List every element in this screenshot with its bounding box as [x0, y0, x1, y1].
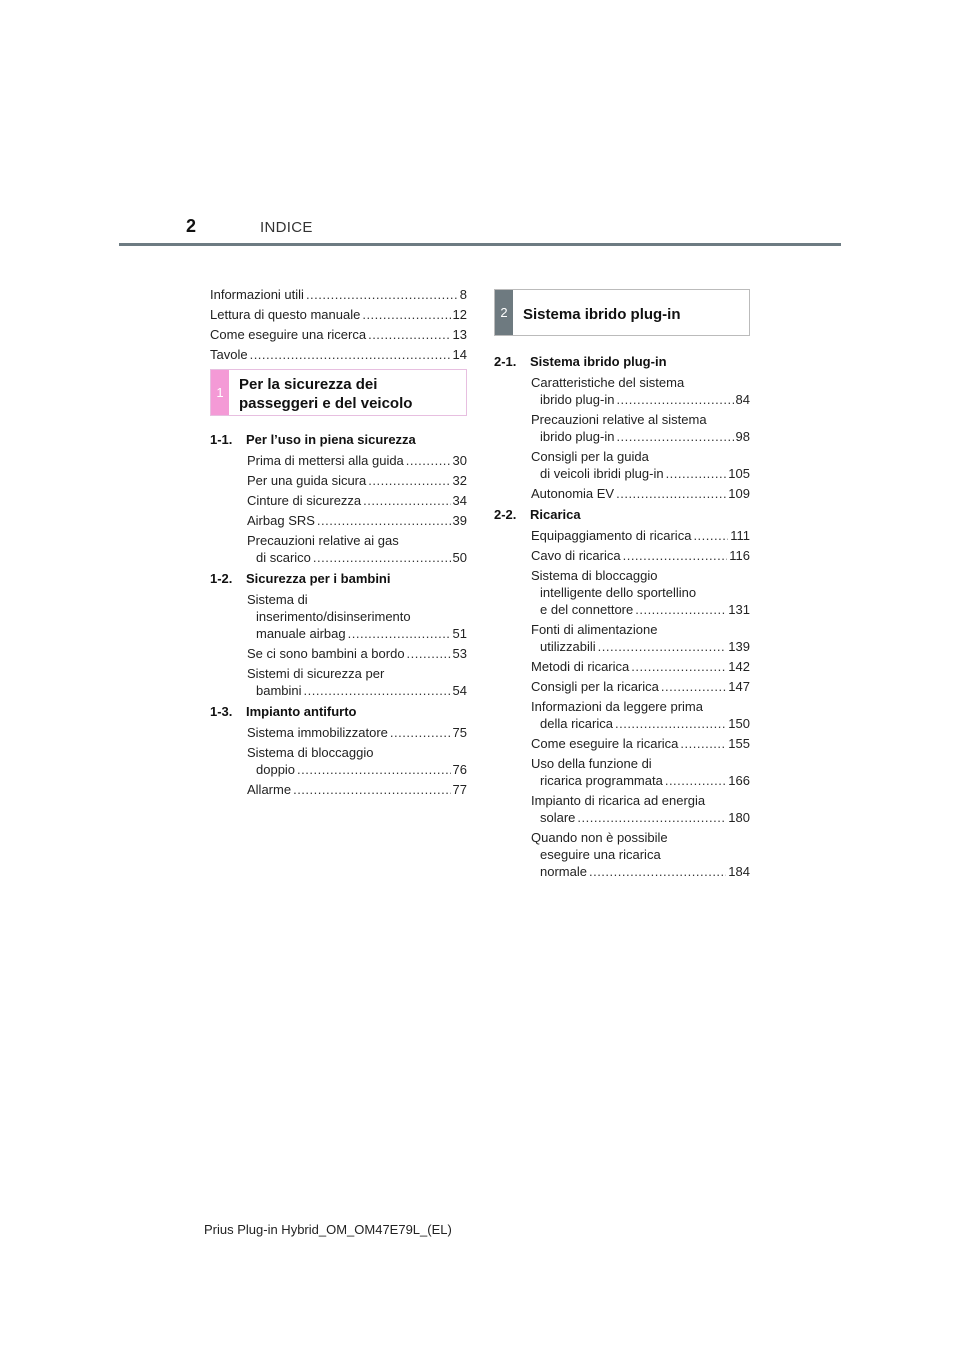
- toc-entry[interactable]: [531, 411, 750, 445]
- entry-page: 30: [452, 453, 467, 468]
- entry-last-line[interactable]: [540, 428, 750, 445]
- entry-title-line: Sistema di: [247, 592, 308, 607]
- entry-page: 75: [452, 725, 467, 740]
- dot-leader: [616, 485, 726, 502]
- entry-title-line: Fonti di alimentazione: [531, 622, 658, 637]
- page-title: INDICE: [260, 219, 313, 236]
- header-rule: [119, 243, 841, 246]
- chapter-number: 1-2.: [210, 571, 233, 586]
- dot-leader: [368, 326, 450, 343]
- toc-entry[interactable]: [247, 472, 467, 489]
- dot-leader: [616, 428, 733, 445]
- entry-title: Se ci sono bambini a bordo: [247, 646, 405, 661]
- entry-title: di scarico: [256, 550, 311, 565]
- entry-title: e del connettore: [540, 602, 634, 617]
- section-1-title: Per la sicurezza dei passeggeri e del veicolo: [239, 376, 413, 412]
- entry-last-line[interactable]: [540, 772, 750, 789]
- entry-page: 51: [452, 626, 467, 641]
- entry-title-line: Impianto di ricarica ad energia: [531, 793, 706, 808]
- dot-leader: [666, 465, 727, 482]
- dot-leader: [348, 625, 451, 642]
- toc-entry[interactable]: [531, 621, 750, 655]
- entry-page: 105: [728, 466, 750, 481]
- entry-last-line[interactable]: [256, 625, 467, 642]
- entry-title: bambini: [256, 683, 302, 698]
- dot-leader: [293, 781, 450, 798]
- entry-last-line[interactable]: [247, 452, 467, 469]
- entry-title: Informazioni utili: [210, 287, 304, 302]
- dot-leader: [306, 286, 458, 303]
- entry-last-line[interactable]: [540, 638, 750, 655]
- entry-last-line[interactable]: [540, 465, 750, 482]
- entry-title: Lettura di questo manuale: [210, 307, 361, 322]
- entry-page: 139: [728, 639, 750, 654]
- entry-last-line[interactable]: [256, 761, 467, 778]
- toc-entry[interactable]: [531, 567, 750, 618]
- chapter-number: 2-1.: [494, 354, 517, 369]
- dot-leader: [304, 682, 451, 699]
- section-2-chapters: [494, 353, 750, 880]
- entry-title: Per una guida sicura: [247, 473, 367, 488]
- dot-leader: [589, 863, 726, 880]
- chapter-heading[interactable]: [210, 431, 467, 448]
- chapter-number: 1-3.: [210, 704, 233, 719]
- toc-entry[interactable]: [531, 829, 750, 880]
- chapter-title: Sicurezza per i bambini: [246, 571, 391, 586]
- dot-leader: [693, 527, 728, 544]
- entry-page: 14: [452, 347, 467, 362]
- entry-title-line: intelligente dello sportellino: [540, 585, 697, 600]
- toc-entry[interactable]: [531, 547, 750, 564]
- entry-page: 116: [729, 548, 750, 563]
- entry-page: 166: [728, 773, 750, 788]
- entry-page: 34: [452, 493, 467, 508]
- toc-entry[interactable]: [531, 792, 750, 826]
- chapter-title: Per l’uso in piena sicurezza: [246, 432, 416, 447]
- toc-entry[interactable]: [247, 665, 467, 699]
- entry-title: Cavo di ricarica: [531, 548, 621, 563]
- entry-last-line[interactable]: [247, 472, 467, 489]
- entry-last-line[interactable]: [247, 512, 467, 529]
- entry-last-line[interactable]: [540, 863, 750, 880]
- toc-entry[interactable]: [531, 755, 750, 789]
- section-2-heading[interactable]: [494, 289, 750, 336]
- entry-page: 131: [728, 602, 750, 617]
- toc-entry[interactable]: [531, 527, 750, 544]
- chapter-heading[interactable]: [210, 703, 467, 720]
- entry-last-line[interactable]: [540, 809, 750, 826]
- entry-page: 12: [452, 307, 467, 322]
- toc-entry[interactable]: [247, 452, 467, 469]
- toc-entry[interactable]: [247, 724, 467, 741]
- toc-entry[interactable]: [210, 326, 467, 343]
- toc-entry[interactable]: [531, 485, 750, 502]
- toc-entry[interactable]: [247, 492, 467, 509]
- entry-page: 77: [452, 782, 467, 797]
- toc-entry[interactable]: [247, 532, 467, 566]
- entry-title-line: Precauzioni relative al sistema: [531, 412, 707, 427]
- entry-title: ricarica programmata: [540, 773, 663, 788]
- entry-page: 180: [728, 810, 750, 825]
- toc-entry[interactable]: [247, 512, 467, 529]
- entry-title: Prima di mettersi alla guida: [247, 453, 404, 468]
- entry-title-line: Precauzioni relative ai gas: [247, 533, 399, 548]
- dot-leader: [623, 547, 728, 564]
- entry-last-line[interactable]: [247, 781, 467, 798]
- entry-last-line[interactable]: [531, 678, 750, 695]
- entry-title: Metodi di ricarica: [531, 659, 630, 674]
- entry-title-line: Quando non è possibile: [531, 830, 668, 845]
- entry-last-line[interactable]: [540, 391, 750, 408]
- entry-title: della ricarica: [540, 716, 613, 731]
- entry-title: di veicoli ibridi plug-in: [540, 466, 664, 481]
- dot-leader: [363, 492, 450, 509]
- entry-title: Come eseguire una ricerca: [210, 327, 367, 342]
- entry-page: 53: [452, 646, 467, 661]
- entry-page: 155: [728, 736, 750, 751]
- entry-page: 76: [452, 762, 467, 777]
- entry-page: 142: [728, 659, 750, 674]
- entry-page: 32: [452, 473, 467, 488]
- entry-title: ibrido plug-in: [540, 429, 615, 444]
- entry-page: 84: [735, 392, 750, 407]
- toc-entry[interactable]: [210, 306, 467, 323]
- dot-leader: [665, 772, 726, 789]
- section-1-chapters: [210, 431, 467, 798]
- toc-entry[interactable]: [247, 591, 467, 642]
- entry-page: 111: [730, 528, 750, 543]
- dot-leader: [631, 658, 726, 675]
- entry-title-line: eseguire una ricarica: [540, 847, 661, 862]
- entry-last-line[interactable]: [531, 485, 750, 502]
- dot-leader: [616, 391, 733, 408]
- entry-title: ibrido plug-in: [540, 392, 615, 407]
- entry-last-line[interactable]: [540, 601, 750, 618]
- entry-title: Consigli per la ricarica: [531, 679, 659, 694]
- toc-left-column: [210, 286, 467, 801]
- entry-title: Come eseguire la ricarica: [531, 736, 679, 751]
- dot-leader: [362, 306, 450, 323]
- toc-entry[interactable]: [531, 448, 750, 482]
- entry-page: 13: [452, 327, 467, 342]
- entry-page: 50: [452, 550, 467, 565]
- intro-list: [210, 286, 467, 363]
- dot-leader: [635, 601, 726, 618]
- entry-page: 98: [735, 429, 750, 444]
- dot-leader: [406, 452, 451, 469]
- toc-entry[interactable]: [210, 286, 467, 303]
- toc-entry[interactable]: [531, 658, 750, 675]
- toc-entry[interactable]: [247, 744, 467, 778]
- entry-title: manuale airbag: [256, 626, 346, 641]
- entry-title-line: Caratteristiche del sistema: [531, 375, 685, 390]
- entry-title: Autonomia EV: [531, 486, 615, 501]
- entry-last-line[interactable]: [247, 645, 467, 662]
- entry-title-line: Sistemi di sicurezza per: [247, 666, 385, 681]
- dot-leader: [317, 512, 451, 529]
- toc-entry[interactable]: [531, 678, 750, 695]
- chapter-number: 1-1.: [210, 432, 233, 447]
- entry-last-line[interactable]: [531, 658, 750, 675]
- dot-leader: [368, 472, 450, 489]
- dot-leader: [407, 645, 451, 662]
- toc-entry[interactable]: [210, 346, 467, 363]
- toc-entry[interactable]: [531, 735, 750, 752]
- entry-title-line: Sistema di bloccaggio: [531, 568, 658, 583]
- chapter-title: Impianto antifurto: [246, 704, 357, 719]
- dot-leader: [577, 809, 726, 826]
- chapter-title: Ricarica: [530, 507, 581, 522]
- chapter-heading[interactable]: [494, 353, 750, 370]
- dot-leader: [250, 346, 451, 363]
- chapter-heading[interactable]: [494, 506, 750, 523]
- entry-title: solare: [540, 810, 576, 825]
- chapter-number: 2-2.: [494, 507, 517, 522]
- toc-entry[interactable]: [531, 374, 750, 408]
- entry-page: 150: [728, 716, 750, 731]
- entry-title-line: Consigli per la guida: [531, 449, 649, 464]
- entry-title: Tavole: [210, 347, 248, 362]
- entry-page: 184: [728, 864, 750, 879]
- page-number: 2: [186, 216, 197, 236]
- entry-title: Allarme: [247, 782, 292, 797]
- section-1-tab: 1: [211, 370, 229, 415]
- toc-entry[interactable]: [247, 781, 467, 798]
- dot-leader: [680, 735, 726, 752]
- entry-last-line[interactable]: [256, 682, 467, 699]
- entry-title: Cinture di sicurezza: [247, 493, 362, 508]
- toc-entry[interactable]: [247, 645, 467, 662]
- toc-entry[interactable]: [531, 698, 750, 732]
- dot-leader: [615, 715, 726, 732]
- footer-model-code: Prius Plug-in Hybrid_OM_OM47E79L_(EL): [204, 1222, 452, 1237]
- entry-title-line: Sistema di bloccaggio: [247, 745, 374, 760]
- entry-page: 39: [452, 513, 467, 528]
- entry-last-line[interactable]: [531, 547, 750, 564]
- entry-title: Sistema immobilizzatore: [247, 725, 388, 740]
- toc-right-column: [494, 289, 750, 883]
- dot-leader: [313, 549, 451, 566]
- dot-leader: [390, 724, 451, 741]
- section-2-tab: 2: [495, 290, 513, 335]
- entry-title-line: Informazioni da leggere prima: [531, 699, 703, 714]
- entry-page: 147: [728, 679, 750, 694]
- entry-title: normale: [540, 864, 587, 879]
- entry-title-line: Uso della funzione di: [531, 756, 652, 771]
- chapter-title: Sistema ibrido plug-in: [530, 354, 667, 369]
- entry-last-line[interactable]: [531, 735, 750, 752]
- entry-last-line[interactable]: [247, 724, 467, 741]
- entry-title-line: inserimento/disinserimento: [256, 609, 411, 624]
- entry-last-line[interactable]: [247, 492, 467, 509]
- entry-title: Airbag SRS: [247, 513, 315, 528]
- entry-last-line[interactable]: [540, 715, 750, 732]
- entry-page: 8: [459, 287, 467, 302]
- dot-leader: [598, 638, 727, 655]
- entry-last-line[interactable]: [256, 549, 467, 566]
- chapter-heading[interactable]: [210, 570, 467, 587]
- entry-page: 109: [728, 486, 750, 501]
- entry-title: utilizzabili: [540, 639, 596, 654]
- entry-title: Equipaggiamento di ricarica: [531, 528, 692, 543]
- entry-page: 54: [452, 683, 467, 698]
- dot-leader: [661, 678, 726, 695]
- section-2-title: Sistema ibrido plug-in: [523, 305, 681, 323]
- dot-leader: [297, 761, 450, 778]
- section-1-heading[interactable]: [210, 369, 467, 416]
- entry-last-line[interactable]: [531, 527, 750, 544]
- entry-title: doppio: [256, 762, 296, 777]
